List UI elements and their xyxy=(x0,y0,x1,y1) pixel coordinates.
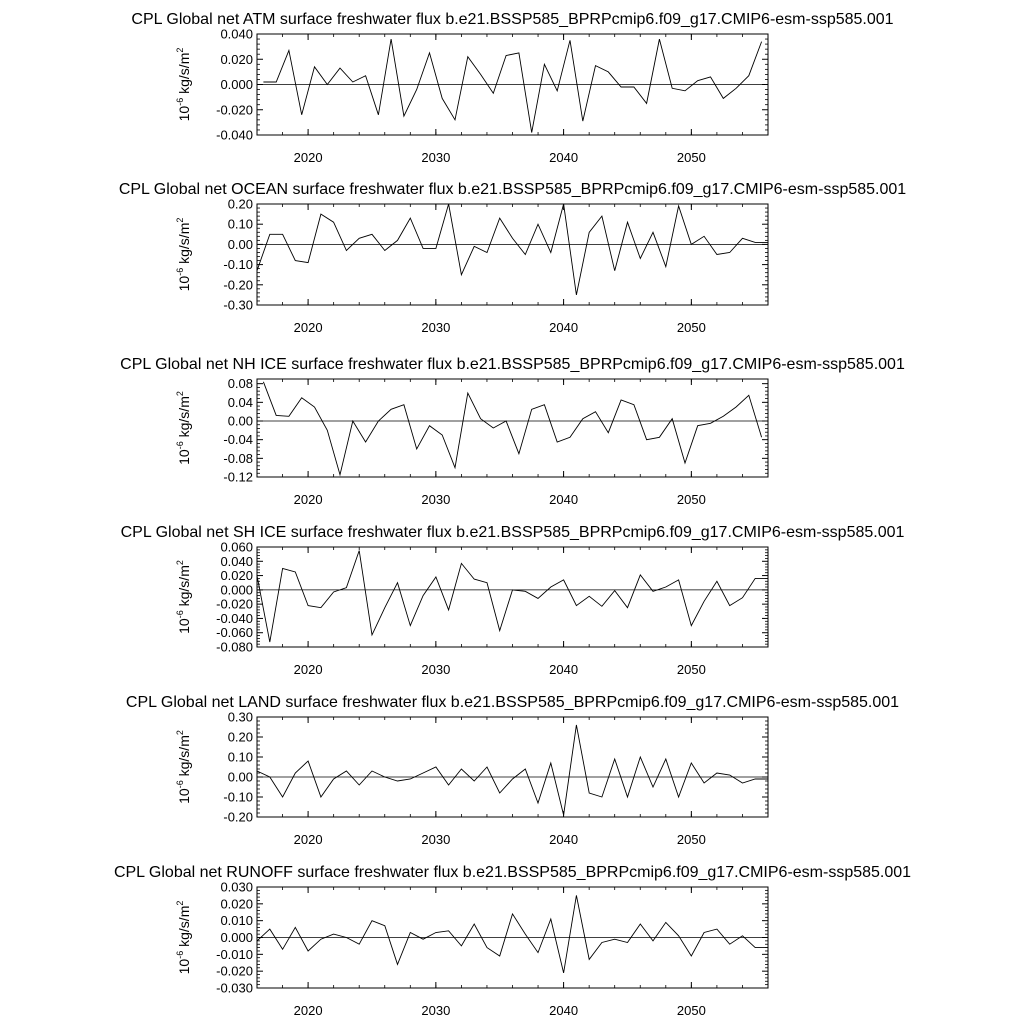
x-tick-label: 2020 xyxy=(293,832,323,847)
y-tick-label: 0.00 xyxy=(227,413,253,429)
y-tick-label: -0.060 xyxy=(216,625,253,641)
y-axis-label xyxy=(175,48,192,122)
x-tick-label: 2050 xyxy=(676,1003,706,1018)
y-tick-label: -0.20 xyxy=(223,809,253,825)
chart-title: CPL Global net RUNOFF surface freshwater flux b.e21.BSSP585_BPRPcmip6.f09_g17.CMIP6-esm-ssp585.001 xyxy=(113,864,912,881)
y-tick-label: 0.030 xyxy=(220,879,253,895)
y-axis-label-unit: kg/s/m xyxy=(176,905,192,951)
y-tick-label: 0.000 xyxy=(220,930,253,945)
y-axis-label xyxy=(175,560,192,634)
y-tick-label: 0.04 xyxy=(227,394,253,410)
chart-panel-atm xyxy=(131,11,893,165)
x-tick-label: 2030 xyxy=(421,150,451,165)
y-tick-label: 0.020 xyxy=(220,568,253,584)
y-axis-label xyxy=(175,391,192,465)
x-tick-label: 2030 xyxy=(421,492,451,507)
series-line xyxy=(263,39,761,132)
y-tick-label: 0.000 xyxy=(220,582,253,598)
x-tick-label: 2040 xyxy=(549,1003,579,1018)
y-tick-label: -0.030 xyxy=(216,980,253,996)
chart-panel-ocean xyxy=(119,181,906,335)
y-tick-label: 0.00 xyxy=(227,769,253,785)
series-line xyxy=(263,382,761,475)
x-tick-label: 2050 xyxy=(676,150,706,165)
plot-frame xyxy=(257,379,768,477)
y-axis-label-exp: -6 xyxy=(175,950,185,959)
y-tick-label: 0.20 xyxy=(227,729,253,745)
x-tick-label: 2040 xyxy=(549,492,579,507)
chart-panel-runoff xyxy=(114,864,911,1018)
x-tick-label: 2020 xyxy=(293,492,323,507)
y-tick-label: -0.010 xyxy=(216,946,253,962)
x-tick-label: 2020 xyxy=(293,1003,323,1018)
y-tick-label: -0.020 xyxy=(216,596,253,612)
x-tick-label: 2050 xyxy=(676,832,706,847)
y-axis-label-sq: 2 xyxy=(175,560,185,566)
y-axis-label-unit: kg/s/m xyxy=(176,396,192,442)
y-axis-label-sq: 2 xyxy=(175,730,185,736)
y-tick-label: -0.08 xyxy=(223,450,253,466)
x-tick-label: 2040 xyxy=(549,320,579,335)
y-tick-label: -0.04 xyxy=(223,432,253,448)
y-tick-label: 0.020 xyxy=(220,896,253,912)
x-tick-label: 2050 xyxy=(676,662,706,677)
plot-frame xyxy=(257,204,768,305)
x-tick-label: 2050 xyxy=(676,320,706,335)
y-axis-label-sq: 2 xyxy=(175,217,185,223)
chart-title: CPL Global net SH ICE surface freshwater flux b.e21.BSSP585_BPRPcmip6.f09_g17.CMIP6-esm-ssp585.001 xyxy=(120,524,905,541)
y-tick-label: -0.020 xyxy=(216,963,253,979)
x-tick-label: 2020 xyxy=(293,662,323,677)
y-axis-label-base: 10 xyxy=(176,275,192,292)
y-tick-label: -0.080 xyxy=(216,639,253,655)
y-tick-label: 0.30 xyxy=(227,709,253,725)
y-tick-label: 0.040 xyxy=(220,26,253,42)
x-tick-label: 2030 xyxy=(421,662,451,677)
y-tick-label: -0.20 xyxy=(223,277,253,293)
chart-panel-nh-ice xyxy=(120,356,905,507)
x-tick-label: 2030 xyxy=(421,832,451,847)
y-axis-label-exp: -6 xyxy=(175,267,185,276)
plot-frame xyxy=(257,717,768,817)
y-tick-label: 0.10 xyxy=(227,216,253,232)
y-tick-label: -0.040 xyxy=(216,127,253,143)
y-axis-label-base: 10 xyxy=(176,788,192,804)
y-tick-label: 0.040 xyxy=(220,553,253,569)
y-axis-label-unit: kg/s/m xyxy=(176,52,192,98)
y-tick-label: 0.08 xyxy=(227,376,253,392)
y-tick-label: 0.060 xyxy=(220,539,253,555)
y-axis-label-exp: -6 xyxy=(175,441,185,450)
x-tick-label: 2020 xyxy=(293,320,323,335)
series-line xyxy=(257,725,768,815)
series-line xyxy=(257,895,768,973)
x-tick-label: 2030 xyxy=(421,320,451,335)
chart-title: CPL Global net NH ICE surface freshwater flux b.e21.BSSP585_BPRPcmip6.f09_g17.CMIP6-esm-ssp585.001 xyxy=(120,356,905,373)
chart-title: CPL Global net LAND surface freshwater flux b.e21.BSSP585_BPRPcmip6.f09_g17.CMIP6-esm-ssp585.001 xyxy=(125,694,900,711)
y-axis-label-sq: 2 xyxy=(175,391,185,397)
chart-title: CPL Global net OCEAN surface freshwater flux b.e21.BSSP585_BPRPcmip6.f09_g17.CMIP6-esm-ssp585.001 xyxy=(118,181,907,198)
y-axis-label-base: 10 xyxy=(176,618,192,634)
y-axis-label-sq: 2 xyxy=(175,900,185,906)
series-line xyxy=(257,204,768,295)
y-axis-label xyxy=(175,901,192,975)
y-axis-label xyxy=(175,218,192,292)
x-tick-label: 2040 xyxy=(549,662,579,677)
y-tick-label: -0.30 xyxy=(223,297,253,313)
y-tick-label: -0.10 xyxy=(223,257,253,273)
y-axis-label-base: 10 xyxy=(176,958,192,975)
y-tick-label: -0.10 xyxy=(223,789,253,805)
chart-panel-sh-ice xyxy=(121,524,905,677)
chart-title: CPL Global net ATM surface freshwater flux b.e21.BSSP585_BPRPcmip6.f09_g17.CMIP6-esm-ssp585.001 xyxy=(131,11,894,28)
y-tick-label: 0.10 xyxy=(227,749,253,765)
y-axis-label-unit: kg/s/m xyxy=(176,565,192,611)
y-tick-label: -0.040 xyxy=(216,610,253,626)
y-tick-label: -0.12 xyxy=(223,469,253,485)
y-axis-label-base: 10 xyxy=(176,105,192,122)
y-tick-label: 0.010 xyxy=(220,913,253,929)
y-axis-label xyxy=(175,730,192,804)
y-tick-label: 0.00 xyxy=(227,236,253,252)
y-axis-label-exp: -6 xyxy=(175,780,185,789)
y-axis-label-exp: -6 xyxy=(175,610,185,619)
y-tick-label: -0.020 xyxy=(216,102,253,118)
x-tick-label: 2030 xyxy=(421,1003,451,1018)
y-axis-label-exp: -6 xyxy=(175,97,185,106)
y-axis-label-unit: kg/s/m xyxy=(176,735,192,781)
y-axis-label-sq: 2 xyxy=(175,47,185,53)
x-tick-label: 2050 xyxy=(676,492,706,507)
plot-frame xyxy=(257,547,768,647)
x-tick-label: 2020 xyxy=(293,150,323,165)
y-tick-label: 0.020 xyxy=(220,51,253,67)
y-axis-label-base: 10 xyxy=(176,449,192,465)
x-tick-label: 2040 xyxy=(549,832,579,847)
series-line xyxy=(257,551,768,642)
y-tick-label: 0.20 xyxy=(227,196,253,212)
y-axis-label-unit: kg/s/m xyxy=(176,222,192,268)
y-tick-label: 0.000 xyxy=(220,77,253,92)
x-tick-label: 2040 xyxy=(549,150,579,165)
chart-panel-land xyxy=(126,694,899,847)
